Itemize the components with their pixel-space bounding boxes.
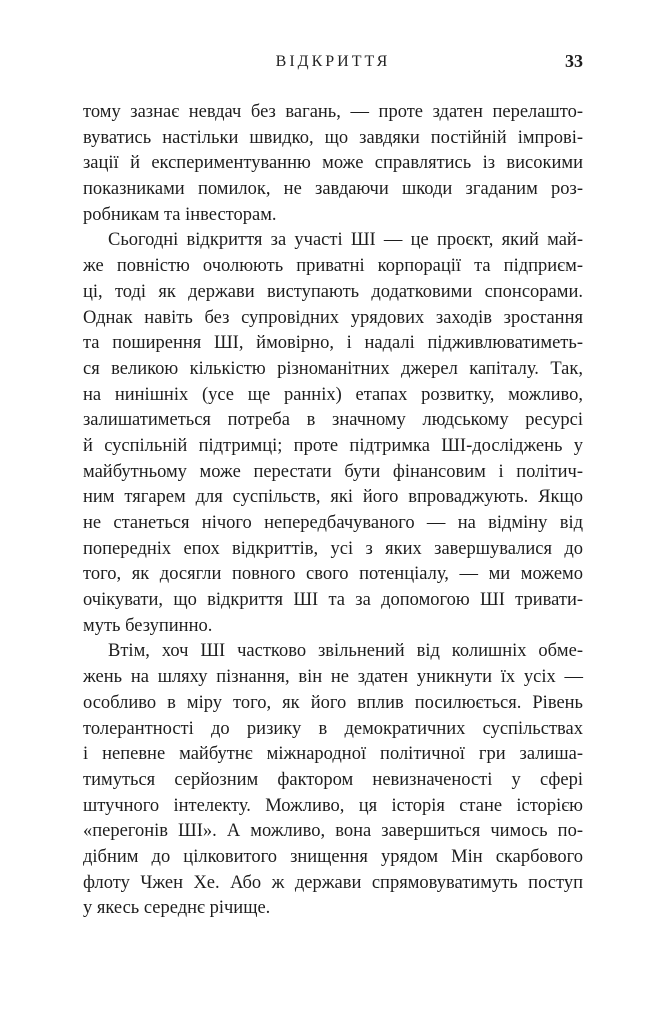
text-line: зації й експериментуванню може справлятись із високими [83,153,583,174]
text-line: ся великою кількістю різноманітних джерел капіталу. Так, [83,358,583,379]
text-line: майбутньому може перестати бути фінансовим і політич- [83,461,583,482]
text-line: на нинішніх (усе ще ранніх) етапах розвитку, можливо, [83,384,583,405]
page-header [83,51,583,75]
text-line: та поширення ШІ, ймовірно, і надалі підживлюватиметь- [83,333,583,354]
text-line: того, як досягли повного свого потенціалу, — ми можемо [83,564,583,585]
text-line: «перегонів ШІ». А можливо, вона завершиться чимось по- [83,821,583,842]
text-line: Сьогодні відкриття за участі ШІ — це проєкт, який май- [108,230,583,251]
text-line: показниками помилок, не завдаючи шкоди згаданим роз- [83,179,583,200]
text-line: толерантності до ризику в демократичних суспільствах [83,718,583,739]
text-line: флоту Чжен Хе. Або ж держави спрямовуватимуть поступ [83,872,583,893]
page-body [83,100,583,922]
text-line: ці, тоді як держави виступають додатковими спонсорами. [83,281,583,302]
text-line: не станеться нічого непередбачуваного — на відміну від [83,513,583,533]
text-line: попередніх епох відкриттів, усі з яких завершувалися до [83,538,583,559]
text-line: робникам та інвесторам. [83,204,277,225]
text-line: жень на шляху пізнання, він не здатен уникнути їх усіх — [83,667,583,688]
text-line: вуватись настільки швидко, що завдяки постійній імпрові- [83,127,583,148]
running-title: ВІДКРИТТЯ [275,53,391,70]
text-line: очікувати, що відкриття ШІ та за допомогою ШІ тривати- [83,590,583,611]
text-line: же повністю очолюють приватні корпорації та підприєм- [83,256,583,277]
text-line: Втім, хоч ШІ частково звільнений від колишніх обме- [108,641,583,662]
text-line: штучного інтелекту. Можливо, ця історія стане історією [83,795,583,816]
text-line: дібним до цілковитого знищення урядом Мін скарбового [83,846,583,867]
text-line: й суспільній підтримці; проте підтримка ШІ-досліджень у [83,435,583,456]
text-line: залишатиметься потреба в значному людському ресурсі [83,410,583,431]
text-line: особливо в міру того, як його вплив посилюється. Рівень [83,692,583,713]
text-line: у якесь середнє річище. [83,898,271,919]
paragraph [83,639,583,922]
paragraph [83,228,583,639]
paragraph [83,100,583,228]
text-line: Однак навіть без супровідних урядових заходів зростання [83,307,583,328]
text-line: тимуться серйозним фактором невизначеності у сфері [83,769,583,790]
text-line: тому зазнає невдач без вагань, — проте здатен перелашто- [83,102,583,122]
text-line: і непевне майбутнє міжнародної політичної гри залиша- [83,744,583,765]
text-line: ним тягарем для суспільств, які його впроваджують. Якщо [83,487,583,508]
text-line: муть безупинно. [83,615,213,636]
page-number: 33 [565,51,583,71]
